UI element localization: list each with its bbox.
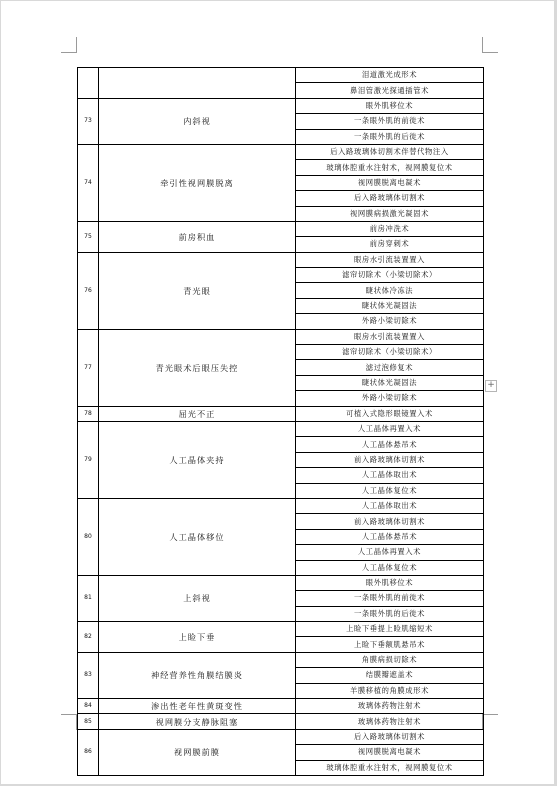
disease-cell: 上斜视 <box>99 575 296 621</box>
procedure-cell: 人工晶体复位术 <box>296 483 484 498</box>
table-row <box>78 714 484 729</box>
procedure-cell: 一条眼外肌的前徙术 <box>296 591 484 606</box>
procedure-cell: 视网膜脱离电凝术 <box>296 745 484 760</box>
procedure-table <box>77 67 484 776</box>
procedure-cell: 人工晶体取出术 <box>296 468 484 483</box>
row-number: 84 <box>78 699 99 714</box>
procedure-cell: 鼻泪管激光探通插管术 <box>296 83 484 98</box>
table-row <box>78 729 484 744</box>
add-row-button[interactable]: + <box>485 380 497 392</box>
procedure-cell: 玻璃体药物注射术 <box>296 699 484 714</box>
procedure-cell: 玻璃体腔重水注射术，视网膜复位术 <box>296 160 484 175</box>
row-number: 77 <box>78 329 99 406</box>
corner-mark-bottom-right-h <box>482 714 498 715</box>
procedure-cell: 后入路玻璃体切割术伴替代物注入 <box>296 144 484 159</box>
corner-mark-bottom-left-h <box>61 714 77 715</box>
table-row <box>78 406 484 421</box>
disease-cell: 神经营养性角膜结膜炎 <box>99 652 296 698</box>
procedure-cell: 前房穿刺术 <box>296 237 484 252</box>
procedure-cell: 角膜病损切除术 <box>296 652 484 667</box>
disease-cell <box>99 68 296 99</box>
table-row <box>78 622 484 637</box>
procedure-cell: 一条眼外肌的后徙术 <box>296 129 484 144</box>
disease-cell: 前房积血 <box>99 221 296 252</box>
procedure-cell: 眼外肌移位术 <box>296 98 484 113</box>
disease-cell: 渗出性老年性黄斑变性 <box>99 699 296 714</box>
procedure-cell: 人工晶体取出术 <box>296 498 484 513</box>
corner-mark-top-left-h <box>61 52 77 53</box>
row-number: 81 <box>78 575 99 621</box>
procedure-cell: 上睑下垂额肌悬吊术 <box>296 637 484 652</box>
table-row <box>78 498 484 513</box>
row-number: 79 <box>78 421 99 498</box>
procedure-cell: 睫状体冷冻法 <box>296 283 484 298</box>
row-number: 83 <box>78 652 99 698</box>
procedure-cell: 上睑下垂提上睑肌缩短术 <box>296 622 484 637</box>
row-number: 80 <box>78 498 99 575</box>
row-number <box>78 68 99 99</box>
procedure-cell: 睫状体光凝固法 <box>296 298 484 313</box>
disease-cell: 人工晶体移位 <box>99 498 296 575</box>
procedure-cell: 后入路玻璃体切割术 <box>296 191 484 206</box>
procedure-cell: 人工晶体悬吊术 <box>296 529 484 544</box>
table-row <box>78 699 484 714</box>
procedure-cell: 前房冲洗术 <box>296 221 484 236</box>
procedure-cell: 滤帘切除术（小梁切除术） <box>296 268 484 283</box>
row-number: 85 <box>78 714 99 729</box>
procedure-cell: 一条眼外肌的后徙术 <box>296 606 484 621</box>
procedure-cell: 人工晶体悬吊术 <box>296 437 484 452</box>
corner-mark-top-right-v <box>482 37 483 53</box>
disease-cell: 牵引性视网膜脱离 <box>99 144 296 221</box>
procedure-cell: 人工晶体复位术 <box>296 560 484 575</box>
table-row <box>78 252 484 267</box>
table-row <box>78 329 484 344</box>
table-row <box>78 144 484 159</box>
procedure-cell: 玻璃体腔重水注射术，视网膜复位术 <box>296 760 484 775</box>
procedure-cell: 人工晶体再置入术 <box>296 421 484 436</box>
disease-cell: 屈光不正 <box>99 406 296 421</box>
procedure-cell: 结膜瓣遮盖术 <box>296 668 484 683</box>
corner-mark-top-left-v <box>76 37 77 53</box>
procedure-cell: 外路小梁切除术 <box>296 391 484 406</box>
procedure-cell: 视网膜病损激光凝固术 <box>296 206 484 221</box>
table-row <box>78 575 484 590</box>
procedure-cell: 眼房水引流装置置入 <box>296 252 484 267</box>
row-number: 75 <box>78 221 99 252</box>
procedure-cell: 外路小梁切除术 <box>296 314 484 329</box>
procedure-cell: 泪道激光成形术 <box>296 68 484 83</box>
procedure-cell: 眼外肌移位术 <box>296 575 484 590</box>
disease-cell: 视网膜分支静脉阻塞 <box>99 714 296 729</box>
table-row <box>78 68 484 83</box>
row-number: 76 <box>78 252 99 329</box>
row-number: 78 <box>78 406 99 421</box>
row-number: 82 <box>78 622 99 653</box>
procedure-cell: 睫状体光凝固法 <box>296 375 484 390</box>
disease-cell: 人工晶体夹持 <box>99 421 296 498</box>
corner-mark-top-right-h <box>482 52 498 53</box>
table-row <box>78 221 484 236</box>
procedure-cell: 前入路玻璃体切割术 <box>296 452 484 467</box>
table-row <box>78 421 484 436</box>
disease-cell: 青光眼 <box>99 252 296 329</box>
row-number: 74 <box>78 144 99 221</box>
table-row <box>78 98 484 113</box>
row-number: 86 <box>78 729 99 775</box>
disease-cell: 上睑下垂 <box>99 622 296 653</box>
procedure-cell: 玻璃体药物注射术 <box>296 714 484 729</box>
procedure-cell: 可植入式隐形眼镜置入术 <box>296 406 484 421</box>
procedure-cell: 前入路玻璃体切割术 <box>296 514 484 529</box>
row-number: 73 <box>78 98 99 144</box>
procedure-cell: 眼房水引流装置置入 <box>296 329 484 344</box>
procedure-cell: 滤过泡修复术 <box>296 360 484 375</box>
table-row <box>78 652 484 667</box>
disease-cell: 视网膜前膜 <box>99 729 296 775</box>
disease-cell: 青光眼术后眼压失控 <box>99 329 296 406</box>
procedure-cell: 视网膜脱离电凝术 <box>296 175 484 190</box>
procedure-cell: 后入路玻璃体切割术 <box>296 729 484 744</box>
procedure-cell: 滤帘切除术（小梁切除术） <box>296 345 484 360</box>
procedure-cell: 羊膜移植的角膜成形术 <box>296 683 484 698</box>
procedure-cell: 一条眼外肌的前徙术 <box>296 114 484 129</box>
procedure-cell: 人工晶体再置入术 <box>296 545 484 560</box>
document-page <box>1 1 554 784</box>
disease-cell: 内斜视 <box>99 98 296 144</box>
